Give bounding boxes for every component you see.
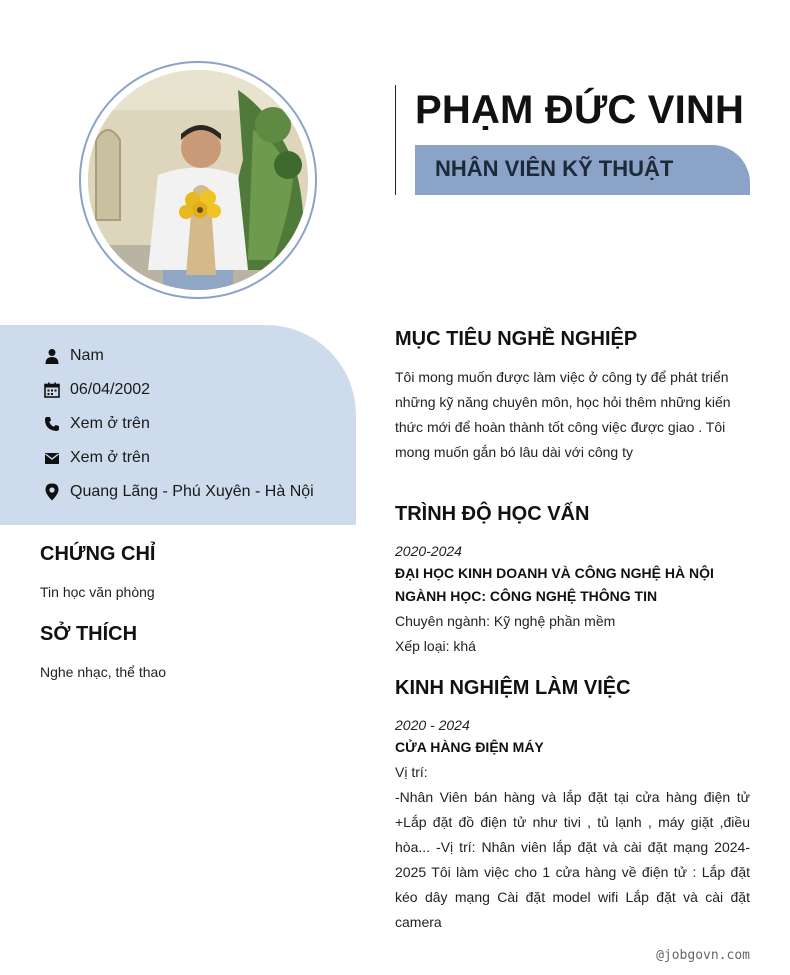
job-title: NHÂN VIÊN KỸ THUẬT	[435, 156, 674, 181]
gender-text: Nam	[70, 347, 104, 364]
email-text: Xem ở trên	[70, 449, 150, 466]
address-text: Quang Lãng - Phú Xuyên - Hà Nội	[70, 483, 314, 500]
person-icon	[42, 346, 62, 366]
avatar-photo	[88, 70, 308, 290]
birthday-text: 06/04/2002	[70, 381, 151, 398]
experience-company: CỬA HÀNG ĐIỆN MÁY	[395, 739, 544, 755]
objective-text: Tôi mong muốn được làm việc ở công ty để phát triển những kỹ năng chuyên môn, học hỏi thêm những kiến thức mới để hoàn thành tốt công việc được giao . Tôi mong muốn gắn bó lâu dài với công ty	[395, 369, 731, 460]
certificates-heading: CHỨNG CHỈ	[40, 543, 156, 565]
avatar	[88, 70, 308, 290]
objective-heading: MỤC TIÊU NGHỀ NGHIỆP	[395, 328, 638, 350]
contact-address	[42, 481, 314, 503]
education-grade: Xếp loại: khá	[395, 638, 476, 654]
certificates-text: Tin học văn phòng	[40, 584, 155, 600]
education-heading: TRÌNH ĐỘ HỌC VẤN	[395, 503, 590, 525]
experience-position-label: Vị trí:	[395, 764, 428, 780]
hobbies-heading: SỞ THÍCH	[40, 623, 138, 645]
location-pin-icon	[42, 482, 62, 502]
watermark: @jobgovn.com	[656, 948, 750, 963]
experience-description: -Nhân Viên bán hàng và lắp đặt tại cửa hàng điện tử +Lắp đặt đồ điện tử như tivi , tủ lạnh , máy giặt ,điều hòa... -Vị trí: Nhân viên lắp đặt và cài đặt mạng 2024-2025 Tôi làm việc cho 1 cửa hàng về điện tử : Lắp đặt kéo dây mạng Cài đặt model wifi Lắp đặt và cài đặt camera	[395, 789, 750, 930]
candidate-name: PHẠM ĐỨC VINH	[415, 88, 745, 132]
hobbies-text: Nghe nhạc, thể thao	[40, 664, 167, 680]
experience-period: 2020 - 2024	[395, 717, 470, 733]
contact-birthday	[42, 379, 150, 401]
envelope-icon	[42, 448, 62, 468]
education-period: 2020-2024	[395, 543, 462, 559]
experience-heading: KINH NGHIỆM LÀM VIỆC	[395, 677, 631, 699]
phone-text: Xem ở trên	[70, 415, 150, 432]
education-school: ĐẠI HỌC KINH DOANH VÀ CÔNG NGHỆ HÀ NỘI NGÀNH HỌC: CÔNG NGHỆ THÔNG TIN	[395, 565, 714, 604]
education-major: Chuyên ngành: Kỹ nghệ phần mềm	[395, 613, 616, 629]
header-divider	[395, 85, 396, 195]
job-title-band	[415, 145, 750, 195]
contact-email	[42, 447, 150, 469]
contact-phone	[42, 413, 150, 435]
phone-icon	[42, 414, 62, 434]
calendar-icon	[42, 380, 62, 400]
contact-gender	[42, 345, 104, 367]
